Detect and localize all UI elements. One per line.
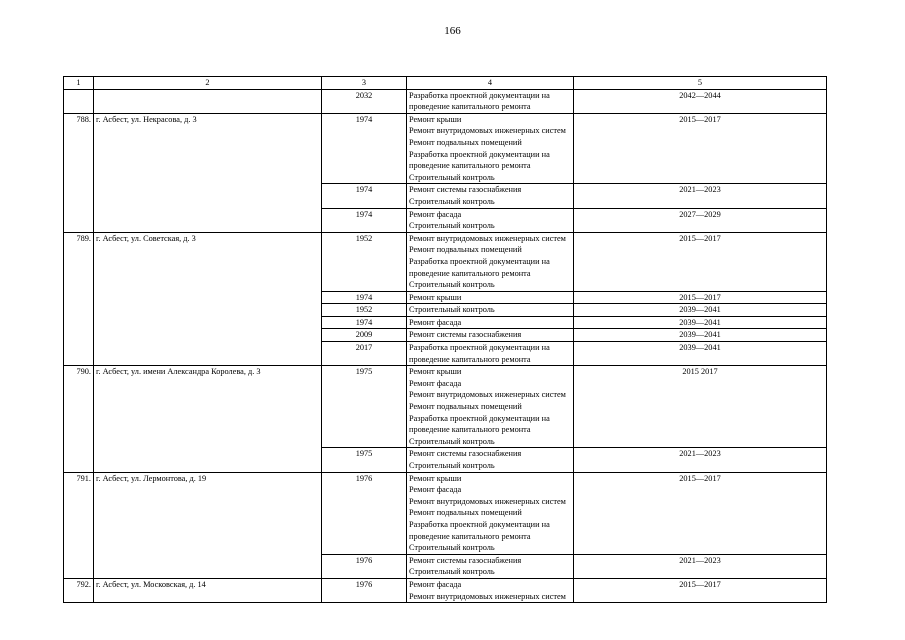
capital-repair-table (63, 76, 827, 603)
work-line: Разработка проектной документации на (409, 519, 550, 529)
work-line: Строительный контроль (409, 196, 495, 206)
work-line: Строительный контроль (409, 461, 495, 470)
works-cell (407, 113, 574, 184)
work-line: Ремонт подвальных помещений (409, 245, 522, 255)
work-line: проведение капитального ремонта (409, 268, 531, 278)
period-cell: 2015 2017 (574, 366, 827, 448)
work-line: Разработка проектной документации на (409, 256, 550, 266)
work-line: Ремонт внутридомовых инженерных систем (409, 126, 566, 136)
works-cell (407, 232, 574, 291)
year-cell: 2009 (322, 329, 407, 342)
work-line: проведение капитального ремонта (409, 161, 531, 171)
work-line: Ремонт системы газоснабжения (409, 185, 522, 195)
table-row (64, 578, 827, 602)
year-cell: 2032 (322, 89, 407, 113)
address-cell (94, 89, 322, 113)
year-cell: 1952 (322, 232, 407, 291)
period-cell: 2015—2017 (574, 232, 827, 291)
year-cell: 1976 (322, 578, 407, 602)
works-cell (407, 342, 574, 366)
works-cell (407, 291, 574, 304)
work-line: Ремонт фасада (409, 579, 462, 589)
period-cell: 2039—2041 (574, 316, 827, 329)
entry-number-cell: 789. (64, 232, 94, 366)
work-line: Строительный контроль (409, 543, 495, 553)
entry-number-cell (64, 89, 94, 113)
work-line: Ремонт крыши (409, 473, 462, 483)
year-cell: 2017 (322, 342, 407, 366)
work-line: Ремонт внутридомовых инженерных систем (409, 591, 566, 601)
work-line: Строительный контроль (409, 221, 495, 231)
works-cell (407, 578, 574, 602)
works-cell (407, 208, 574, 232)
works-cell (407, 448, 574, 472)
year-cell: 1975 (322, 448, 407, 472)
work-line: Разработка проектной документации на (409, 413, 550, 423)
address-cell: г. Асбест, ул. Советская, д. 3 (94, 232, 322, 366)
entry-number-cell: 790. (64, 366, 94, 472)
works-cell (407, 89, 574, 113)
table-row (64, 366, 827, 448)
work-line: проведение капитального ремонта (409, 425, 531, 435)
works-cell (407, 329, 574, 342)
column-header: 5 (574, 77, 827, 90)
period-cell: 2015—2017 (574, 472, 827, 554)
works-cell (407, 554, 574, 578)
year-cell: 1952 (322, 304, 407, 317)
table-row (64, 232, 827, 291)
period-cell: 2042—2044 (574, 89, 827, 113)
work-line: Строительный контроль (409, 172, 495, 182)
work-line: Ремонт фасада (409, 209, 462, 219)
work-line: Ремонт крыши (409, 367, 462, 377)
period-cell: 2015—2017 (574, 291, 827, 304)
entry-number-cell: 788. (64, 113, 94, 232)
year-cell: 1974 (322, 316, 407, 329)
period-cell: 2015—2017 (574, 578, 827, 602)
address-cell: г. Асбест, ул. Некрасова, д. 3 (94, 113, 322, 232)
year-cell: 1976 (322, 554, 407, 578)
work-line: Ремонт подвальных помещений (409, 508, 522, 518)
table-row-continuation (64, 89, 827, 113)
year-cell: 1974 (322, 184, 407, 208)
work-line: Строительный контроль (409, 305, 495, 315)
work-line: Ремонт внутридомовых инженерных систем (409, 496, 566, 506)
period-cell: 2015—2017 (574, 113, 827, 184)
work-line: Ремонт фасада (409, 378, 462, 388)
address-cell: г. Асбест, ул. Московская, д. 14 (94, 578, 322, 602)
works-cell (407, 184, 574, 208)
period-cell: 2039—2041 (574, 329, 827, 342)
period-cell: 2021—2023 (574, 554, 827, 578)
work-line: проведение капитального ремонта (409, 102, 531, 112)
entry-number-cell: 792. (64, 578, 94, 602)
column-header: 2 (94, 77, 322, 90)
work-line: Строительный контроль (409, 567, 495, 577)
table-row (64, 113, 827, 184)
period-cell: 2027—2029 (574, 208, 827, 232)
year-cell: 1976 (322, 472, 407, 554)
year-cell: 1975 (322, 366, 407, 448)
work-line: Ремонт фасада (409, 317, 462, 327)
table-header-row (64, 77, 827, 90)
work-line: Разработка проектной документации на (409, 90, 550, 100)
work-line: Ремонт внутридомовых инженерных систем (409, 390, 566, 400)
work-line: Ремонт подвальных помещений (409, 137, 522, 147)
work-line: Ремонт системы газоснабжения (409, 555, 522, 565)
column-header: 1 (64, 77, 94, 90)
period-cell: 2021—2023 (574, 448, 827, 472)
column-header: 4 (407, 77, 574, 90)
works-cell (407, 316, 574, 329)
table-row (64, 472, 827, 554)
work-line: Ремонт крыши (409, 114, 462, 124)
period-cell: 2039—2041 (574, 304, 827, 317)
works-cell (407, 472, 574, 554)
year-cell: 1974 (322, 113, 407, 184)
column-header: 3 (322, 77, 407, 90)
entry-number-cell: 791. (64, 472, 94, 578)
work-line: проведение капитального ремонта (409, 354, 531, 364)
work-line: Ремонт системы газоснабжения (409, 449, 522, 459)
work-line: Строительный контроль (409, 436, 495, 446)
work-line: Строительный контроль (409, 280, 495, 290)
work-line: Разработка проектной документации на (409, 343, 550, 353)
work-line: Ремонт крыши (409, 292, 462, 302)
period-cell: 2021—2023 (574, 184, 827, 208)
works-cell (407, 366, 574, 448)
year-cell: 1974 (322, 208, 407, 232)
work-line: Ремонт подвальных помещений (409, 402, 522, 412)
works-cell (407, 304, 574, 317)
page-number: 166 (444, 25, 461, 37)
work-line: Ремонт системы газоснабжения (409, 330, 522, 340)
work-line: Разработка проектной документации на (409, 149, 550, 159)
address-cell: г. Асбест, ул. имени Александра Королева, д. 3 (94, 366, 322, 472)
work-line: проведение капитального ремонта (409, 531, 531, 541)
address-cell: г. Асбест, ул. Лермонтова, д. 19 (94, 472, 322, 578)
work-line: Ремонт фасада (409, 485, 462, 495)
year-cell: 1974 (322, 291, 407, 304)
period-cell: 2039—2041 (574, 342, 827, 366)
work-line: Ремонт внутридомовых инженерных систем (409, 233, 566, 243)
